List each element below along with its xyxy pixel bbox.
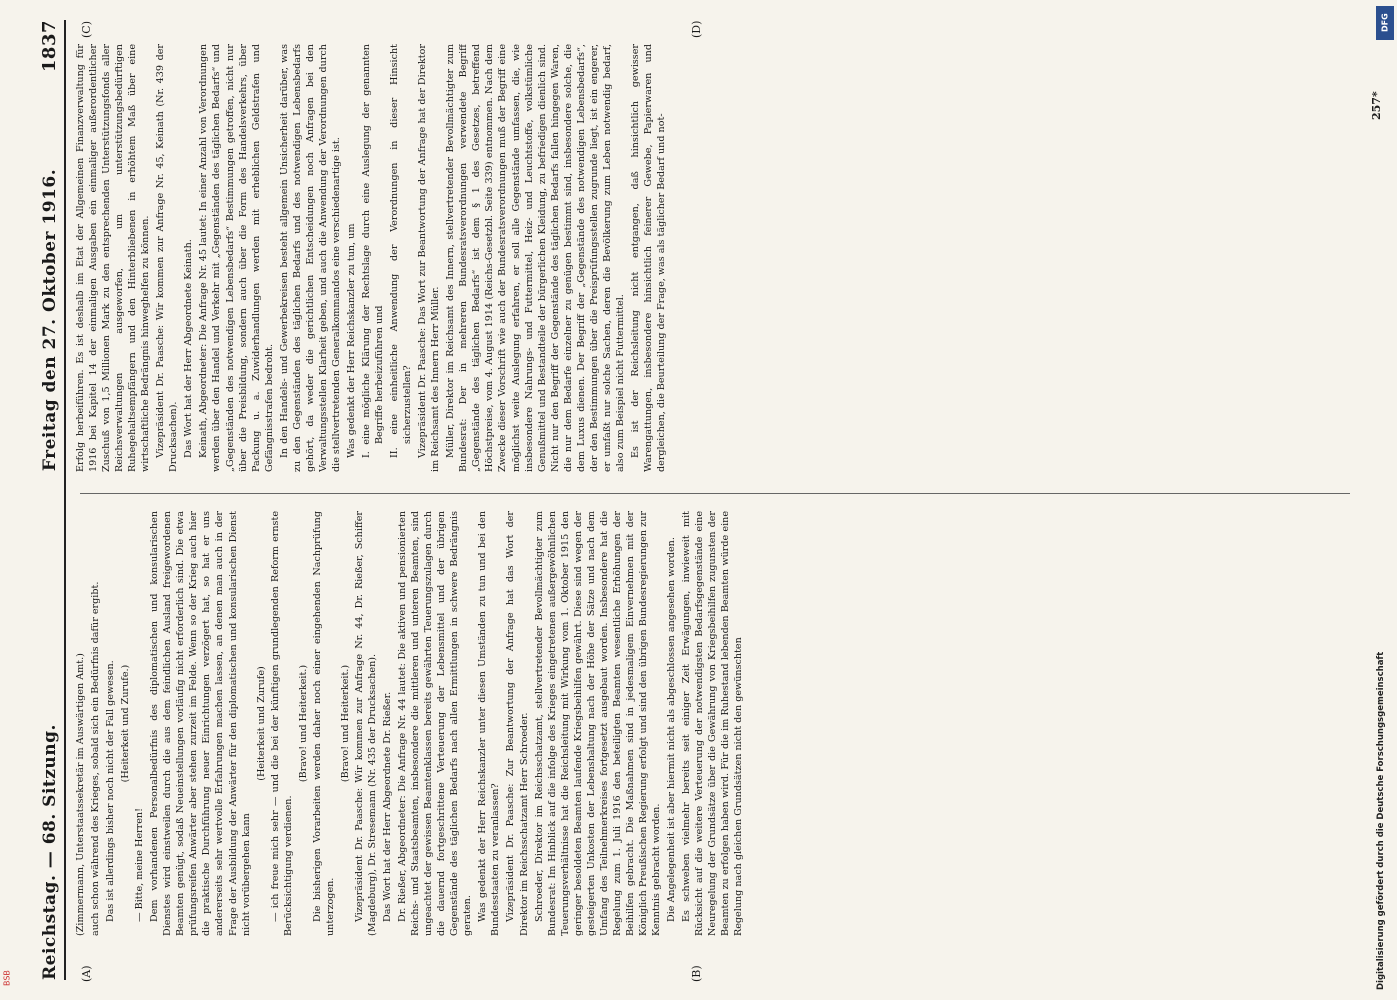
paragraph: Erfolg herbeiführen. Es ist deshalb im Etat der Allgemeinen Finanzverwaltung für 1916 bei Kapitel 14 der einmaligen Ausgaben ein einmaliger außerordentlicher Zuschuß von 1,5 Millionen Mark zu den entsprechenden Unterstützungsfonds aller Reichsverwaltungen ausgeworfen, um unterstützungsbedürftigen Ruhegehaltsempfängern und den Hinterbliebenen in erhöhtem Maß über eine wirtschaftliche Bedrängnis hinweghelfen zu können. — [75, 44, 152, 472]
paragraph: Es schweben vielmehr bereits seit einiger Zeit Erwägungen, inwieweit mit Rücksicht auf die weitere Verteuerung der notwendigsten Bedarfsgegenstände eine Neuregelung der Grundsätze über die Gewährung von Kriegsbeihilfen zugunsten der Beamten zu erfolgen haben wird. Für die im Ruhestand lebenden Beamten würde eine Regelung nach gleichen Grundsätzen nicht den gewünschten — [681, 511, 745, 936]
paragraph: — Bitte, meine Herren! — [134, 808, 146, 922]
list-item: I. eine mögliche Klärung der Rechtslage durch eine Auslegung der genannten Begriffe herbeizuführen und — [360, 44, 386, 458]
dfg-logo: DFG — [1376, 6, 1394, 40]
paragraph: In den Handels- und Gewerbekreisen besteht allgemein Unsicherheit darüber, was zu den Gegenständen des täglichen Bedarfs und des notwendigen Lebensbedarfs gehört, da weder die gerichtlichen Entscheidungen noch Anfragen bei den Verwaltungsstellen Klarheit geben, und auch die Anwendung der Verordnungen durch die stellvertretenden Generalkommandos eine verschiedenartige ist. — [278, 44, 342, 472]
paragraph: Dr. Rießer, Abgeordneter: Die Anfrage Nr. 44 lautet: Die aktiven und pensionierten Reichs- und Staatsbeamten, insbesondere die mittleren und unteren Beamten, sind ungeachtet der gewissen Beamtenklassen bereits gewährten Teuerungszulagen durch die dauernd fortgeschrittene Verteuerung der Lebensmittel und der übrigen Gegenstände des täglichen Bedarfs nach allen Ermittlungen in schwere Bedrängnis geraten. — [397, 511, 474, 936]
page-number: 1837 — [39, 20, 60, 73]
paragraph: Keinath, Abgeordneter: Die Anfrage Nr. 45 lautet: In einer Anzahl von Verordnungen werden über den Handel und Verkehr mit „Gegenständen des täglichen Bedarfs“ und „Gegenständen des notwendigen Lebensbedarfs“ Bestimmungen getroffen, nicht nur über die Preisbildung, sondern auch über die Form des Handelsverkehrs, über Packung u. a. Zuwiderhandlungen werden mit erheblichen Geldstrafen und Gefängnisstrafen bedroht. — [198, 44, 275, 472]
paragraph: Die bisherigen Vorarbeiten werden daher noch einer eingehenden Nachprüfung unterzogen. — [311, 511, 336, 936]
paragraph: Das ist allerdings bisher noch nicht der Fall gewesen. — [105, 660, 117, 922]
paragraph: auch schon während des Krieges, sobald sich ein Bedürfnis dafür ergibt. — [90, 581, 102, 936]
interjection: (Heiterkeit und Zurufe.) — [120, 664, 132, 783]
bsb-logo: BSB — [2, 970, 12, 986]
interjection: (Bravo! und Heiterkeit.) — [297, 664, 309, 783]
paragraph: Müller, Direktor im Reichsamt des Innern, stellvertretender Bevollmächtigter zum Bundesrat: Der in mehreren Bundesratsverordnungen verwendete Begriff „Gegenstände des täglichen Bedarfs“ ist dem § 1 des Gesetzes, betreffend Höchstpreise, vom 4. August 1914 (Reichs-Gesetzbl. Seite 339) entnommen. Nach dem Zwecke dieser Vorschrift wie auch der Bundesratsverordnungen muß der Begriff eine möglichst weite Auslegung erfahren, er soll alle Gegenstände umfassen, die, wie insbesondere Nahrungs- und Futtermittel, Heiz- und Leuchtstoffe, volkstümliche Genußmittel und Bestandteile der bürgerlichen Kleidung, zu befriedigen dienlich sind. Nicht nur den Begriff der Gegenstände des täglichen Bedarfs fallen hingegen Waren, die nur dem Bedarfe einzelner zu genügen bestimmt sind, insbesondere solche, die dem Luxus dienen. Der Begriff der „Gegenstände des notwendigen Lebensbedarfs“, der den Bestimmungen über die Preisprüfungsstellen zugrunde liegt, ist ein engerer, er umfaßt nur solche Sachen, deren die Bevölkerung zum Leben notwendig bedarf, also zum Beispiel nicht Futtermittel. — [445, 44, 626, 472]
paragraph: Was gedenkt der Herr Reichskanzler unter diesen Umständen zu tun und bei den Bundesstaaten zu veranlassen? — [477, 511, 502, 936]
sheet-signature: 257* — [1370, 91, 1383, 120]
list-item: II. eine einheitliche Anwendung der Verordnungen in dieser Hinsicht sicherzustellen? — [389, 44, 414, 458]
marker-b: (B) — [690, 965, 703, 982]
header-left: Reichstag. — 68. Sitzung. — [40, 724, 60, 980]
page-header — [14, 20, 60, 980]
paragraph: Die Angelegenheit ist aber hiermit nicht als abgeschlossen angesehen worden. — [666, 537, 678, 922]
left-column — [74, 511, 1364, 936]
paragraph: Das Wort hat der Herr Abgeordnete Dr. Rießer. — [382, 691, 394, 922]
paragraph: Schroeder, Direktor im Reichsschatzamt, stellvertretender Bevollmächtigter zum Bundesrat: Im Hinblick auf die infolge des Krieges eingetretenen außergewöhnlichen Teuerungsverhältnisse hat die Reichsleitung mit Wirkung vom 1. Oktober 1915 den geringer besoldeten Beamten laufende Kriegsbeihilfen gewährt. Diese sind wegen der gesteigerten Unkosten der Lebenshaltung nach der Höhe der Sätze und nach dem Umfang des Teilnehmerkreises fortgesetzt ausgebaut worden. Insbesondere hat die Regelung zum 1. Juli 1916 den beteiligten Beamten wesentliche Erhöhungen der Beihilfen gebracht. Die Maßnahmen sind in jedesmaligem Einvernehmen mit der Königlich Preußischen Regierung erfolgt und sind den übrigen Bundesregierungen zur Kenntnis gebracht worden. — [533, 511, 662, 936]
paragraph: Es ist der Reichsleitung nicht entgangen, daß hinsichtlich gewisser Warengattungen, insbesondere hinsichtlich feinerer Gewebe, Papierwaren und dergleichen, die Beurteilung der Frage, was als täglicher Bedarf und not- — [629, 44, 668, 472]
speaker-line: (Zimmermann, Unterstaatssekretär im Auswärtigen Amt.) — [75, 653, 86, 936]
paragraph: Vizepräsident Dr. Paasche: Das Wort zur Beantwortung der Anfrage hat der Direktor im Reichsamt des Innern Herr Müller. — [417, 44, 442, 472]
marker-d: (D) — [690, 20, 703, 38]
column-divider — [80, 493, 1350, 494]
right-column — [74, 44, 1364, 472]
paragraph: Was gedenkt der Herr Reichskanzler zu tun, um — [345, 223, 357, 458]
marker-c: (C) — [80, 21, 93, 38]
marker-a: (A) — [80, 965, 93, 982]
paragraph: Vizepräsident Dr. Paasche: Wir kommen zur Anfrage Nr. 44, Dr. Rießer, Schiffer (Magdeburg), Dr. Stresemann (Nr. 435 der Drucksachen). — [353, 511, 378, 936]
header-rule — [64, 20, 66, 980]
paragraph: Vizepräsident Dr. Paasche: Wir kommen zur Anfrage Nr. 45, Keinath (Nr. 439 der Drucksachen). — [155, 44, 180, 472]
interjection: (Heiterkeit und Zurufe) — [255, 666, 267, 781]
header-date: Freitag den 27. Oktober 1916. — [40, 168, 60, 472]
paragraph: Vizepräsident Dr. Paasche: Zur Beantwortung der Anfrage hat das Wort der Direktor im Reichsschatzamt Herr Schroeder. — [505, 511, 530, 936]
interjection: (Bravo! und Heiterkeit.) — [339, 664, 351, 783]
paragraph: Dem vorhandenen Personalbedürfnis des diplomatischen und konsularischen Dienstes wird einstweilen durch die aus dem feindlichen Ausland freigewordenen Beamten genügt, sodaß Neueinstellungen vorläufig nicht erforderlich sind. Die etwa prüfungsreifen Anwärter aber stehen zurzeit im Felde. Wenn so der Krieg auch hier die praktische Durchführung neuer Einrichtungen verzögert hat, so hat er uns andererseits sehr wertvolle Erfahrungen machen lassen, an denen man auch in der Frage der Ausbildung der Anwärter für den diplomatischen und konsularischen Dienst nicht vorübergehen kann — [149, 511, 252, 936]
paragraph: Das Wort hat der Herr Abgeordnete Keinath. — [183, 239, 195, 458]
digitization-credit: Digitalisierung gefördert durch die Deutsche Forschungsgemeinschaft — [1376, 651, 1386, 990]
paragraph: — ich freue mich sehr — und die bei der künftigen grundlegenden Reform ernste Berücksichtigung verdienen. — [269, 511, 294, 936]
